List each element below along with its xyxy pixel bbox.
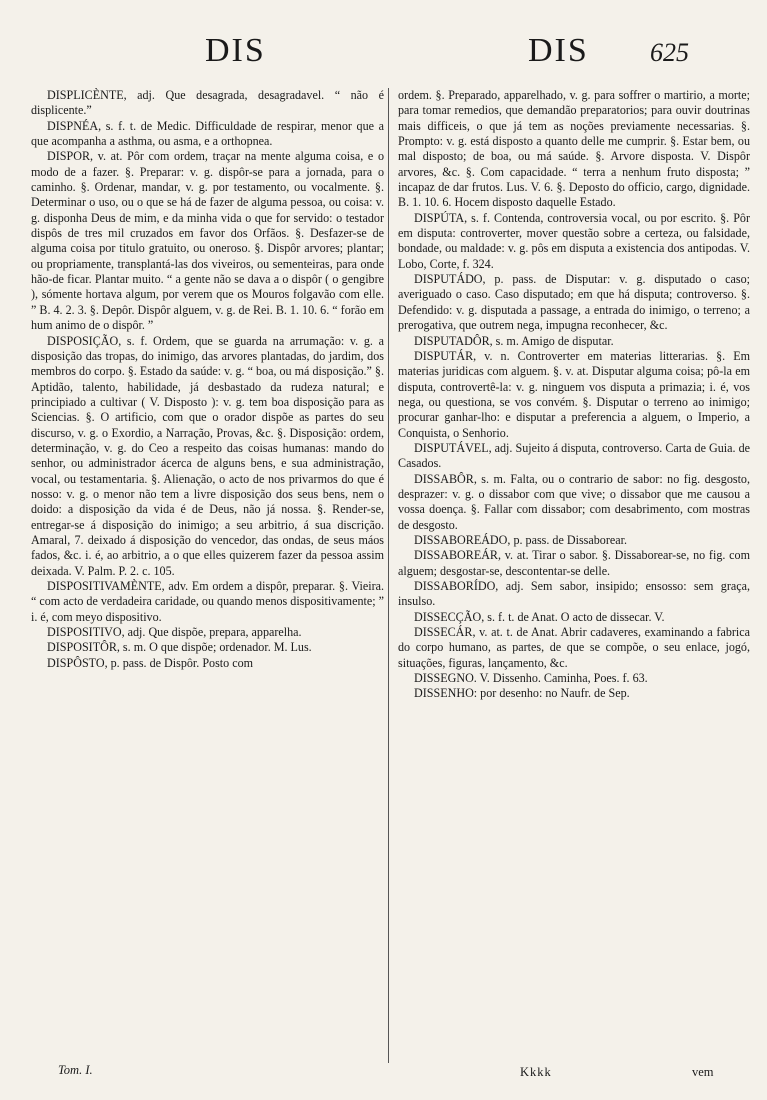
catchword: vem (692, 1065, 714, 1079)
left-running-head: DIS (205, 32, 266, 69)
entry-disposicao: DISPOSIÇÃO, s. f. Ordem, que se guarda na arrumação: v. g. a disposição das tropas, do inimigo, das arvores plantadas, do jardim, dos membros do corpo. §. Estado da saúde: v. g. “ boa, ou má disposição.” §. Aptidão, talento, habilidade, já desbastado da rudeza natural; e principiado a cultivar ( V. Disposto ): v. g. tem boa disposição para as Sciencias. §. O artificio, com que o orador dispõe as partes do seu discurso, v. g. o Exordio, a Narração, Provas, &c. §. Disposição: ordem, determinação, v. g. do Ceo a respeito das coisas humanas: mando do senhor, ou administrador ácerca de alguns bens, e sua administração, vocal, ou testamentaria. §. Alienação, o acto de nos privarmos do que é nosso: v. g. o menor não tem a livre disposição dos seus bens, nem o doido: a disposição da vida é de Deus, não já nossa. §. Render-se, entregar-se á disposição do inimigo; a seu arbitrio, á sua discrição. Amaral, 7. deixado á disposição do vencedor, das ondas, de seus máos fados, &c. i. é, ao arbitrio, a o que elles quizerem fazer da pessoa assim deixada. V. Palm. P. 2. c. 105. (31, 333, 384, 578)
entry-dissaborido: DISSABORÍDO, adj. Sem sabor, insipido; ensosso: sem graça, insulso. (398, 579, 750, 609)
column-divider (388, 88, 389, 1063)
entry-disputavel: DISPUTÁVEL, adj. Sujeito á disputa, controverso. Carta de Guia. de Casados. (398, 440, 750, 471)
entry-disseccao: DISSECÇÃO, s. f. t. de Anat. O acto de dissecar. V. (414, 609, 665, 624)
entry-displicente: DISPLICÈNTE, adj. Que desagrada, desagradavel. “ não é displicente.” (31, 88, 384, 118)
entry-dissaborear: DISSABOREÁR, v. at. Tirar o sabor. §. Dissaborear-se, no fig. com alguem; desgostar-se, descontentar-se delle. (398, 548, 750, 578)
entry-dispositivamente: DISPOSITIVAMÈNTE, adv. Em ordem a dispôr, preparar. §. Vieira. “ com acto de verdadeira caridade, ou quando menos dispositivamente; ” i. é, com meyo dispositivo. (31, 579, 384, 624)
right-column (398, 88, 750, 702)
entry-disputa: DISPÚTA, s. f. Contenda, controversia vocal, ou por escrito. §. Pôr em disputa: controverter, mover questão sobre a certeza, ou falsidade, bondade, ou maldade: v. g. pôs em disputa a existencia dos antipodas. V. Lobo, Corte, f. 324. (398, 210, 750, 271)
entry-disputador: DISPUTADÔR, s. m. Amigo de disputar. (414, 333, 614, 348)
entry-disputar: DISPUTÁR, v. n. Controverter em materias litterarias. §. Em materias juridicas com alguem. §. v. at. Disputar alguma coisa; pô-la em disputa, controvertê-la: v. g. ninguem vos disputa a primazia; i. é, vos nega, ou questiona, se vos convém. §. Disputar o terreno ao inimigo; procurar ganhar-lho: e disputar a preferencia a alguem, o Imperio, a Conquista, o Senhorio. (398, 348, 750, 440)
entry-dissenho: DISSENHO: por desenho: no Naufr. de Sep. (414, 686, 630, 701)
volume-mark: Tom. I. (58, 1063, 93, 1077)
entry-dissecar: DISSECÁR, v. at. t. de Anat. Abrir cadaveres, examinando a fabrica do corpo humano, as partes, de que se compõe, o seu enlace, jogó, situações, figuras, lançamento, &c. (398, 625, 750, 670)
entry-disputado: DISPUTÁDO, p. pass. de Disputar: v. g. disputado o caso; averiguado o caso. Caso disputado; em que há disputa; controverso. §. Defendido: v. g. disputada a passage, a entrada do inimigo, o terreno; a prerogativa, que outrem nega, impugna reconhecer, &c. (398, 272, 750, 333)
entry-dispositor: DISPOSITÔR, s. m. O que dispõe; ordenador. M. Lus. (47, 640, 312, 655)
entry-disposto: DISPÔSTO, p. pass. de Dispôr. Posto com (47, 655, 254, 670)
entry-dispnea: DISPNÉA, s. f. t. de Medic. Difficuldade de respirar, menor que a que acompanha a asthma, ou asma, e a orthopnea. (31, 118, 384, 149)
entry-disposto-continued: ordem. §. Preparado, apparelhado, v. g. para soffrer o martirio, a morte; para tomar remedios, que demandão preparatorios; para ouvir doutrinas mais difficeis, o que já tem as noções previamente necessarias. §. Prompto: v. g. está disposto a quanto delle me cumprir. §. Estar bem, ou mal disposto; de boa, ou má saúde. §. Arvore disposta. V. Dispôr arvores, &c. §. Com capacidade. “ terra a nenhum fruto disposta; ” incapaz de dar frutos. Lus. V. 6. §. Deposto do officio, cargo, dignidade. B. 1. 10. 6. Hocem disposto daquelle Estado. (398, 88, 750, 210)
signature-mark: Kkkk (520, 1065, 552, 1079)
entry-dissaboreado: DISSABOREÁDO, p. pass. de Dissaborear. (414, 532, 627, 547)
entry-dissegno: DISSEGNO. V. Dissenho. Caminha, Poes. f. 63. (414, 671, 648, 686)
right-running-head: DIS (528, 32, 589, 69)
left-column (31, 88, 384, 671)
entry-dispor: DISPOR, v. at. Pôr com ordem, traçar na mente alguma coisa, e o modo de a fazer. §. Preparar: v. g. dispôr-se para a jornada, para o caminho. §. Ordenar, mandar, v. g. por testamento, ou vocalmente. §. Determinar o uso, ou o que se há de fazer de alguma pessoa, ou coisa: v. g. disponha Deus de mim, e da minha vida o que for servido: o testador dispôs de tres mil cruzados em favor dos Orfãos. §. Desfazer-se de alguma coisa por titulo gratuito, ou oneroso. §. Dispôr arvores; plantar; ou propriamente, transplantá-las dos viveiros, ou sementeiras, para onde hão-de ficar. Plantar muito. “ a gente não se dava a o dispôr ( o gengibre ), sómente hortava algum, por verem que os Mouros folgavão com elle. ” B. 4. 2. 3. §. Depôr. Dispôr alguem, v. g. de Rei. B. 1. 10. 6. “ forão em hum animo de o dispôr. ” (31, 149, 384, 333)
entry-dissabor: DISSABÔR, s. m. Falta, ou o contrario de sabor: no fig. desgosto, desprazer: v. g. o dissabor com que vive; o dissabor que me causou a vossa doença. §. Fallar com dissabor; com desabrimento, com mostras de desgosto. (398, 471, 750, 532)
entry-dispositivo: DISPOSITIVO, adj. Que dispõe, prepara, apparelha. (47, 625, 302, 640)
page-number: 625 (650, 38, 689, 67)
